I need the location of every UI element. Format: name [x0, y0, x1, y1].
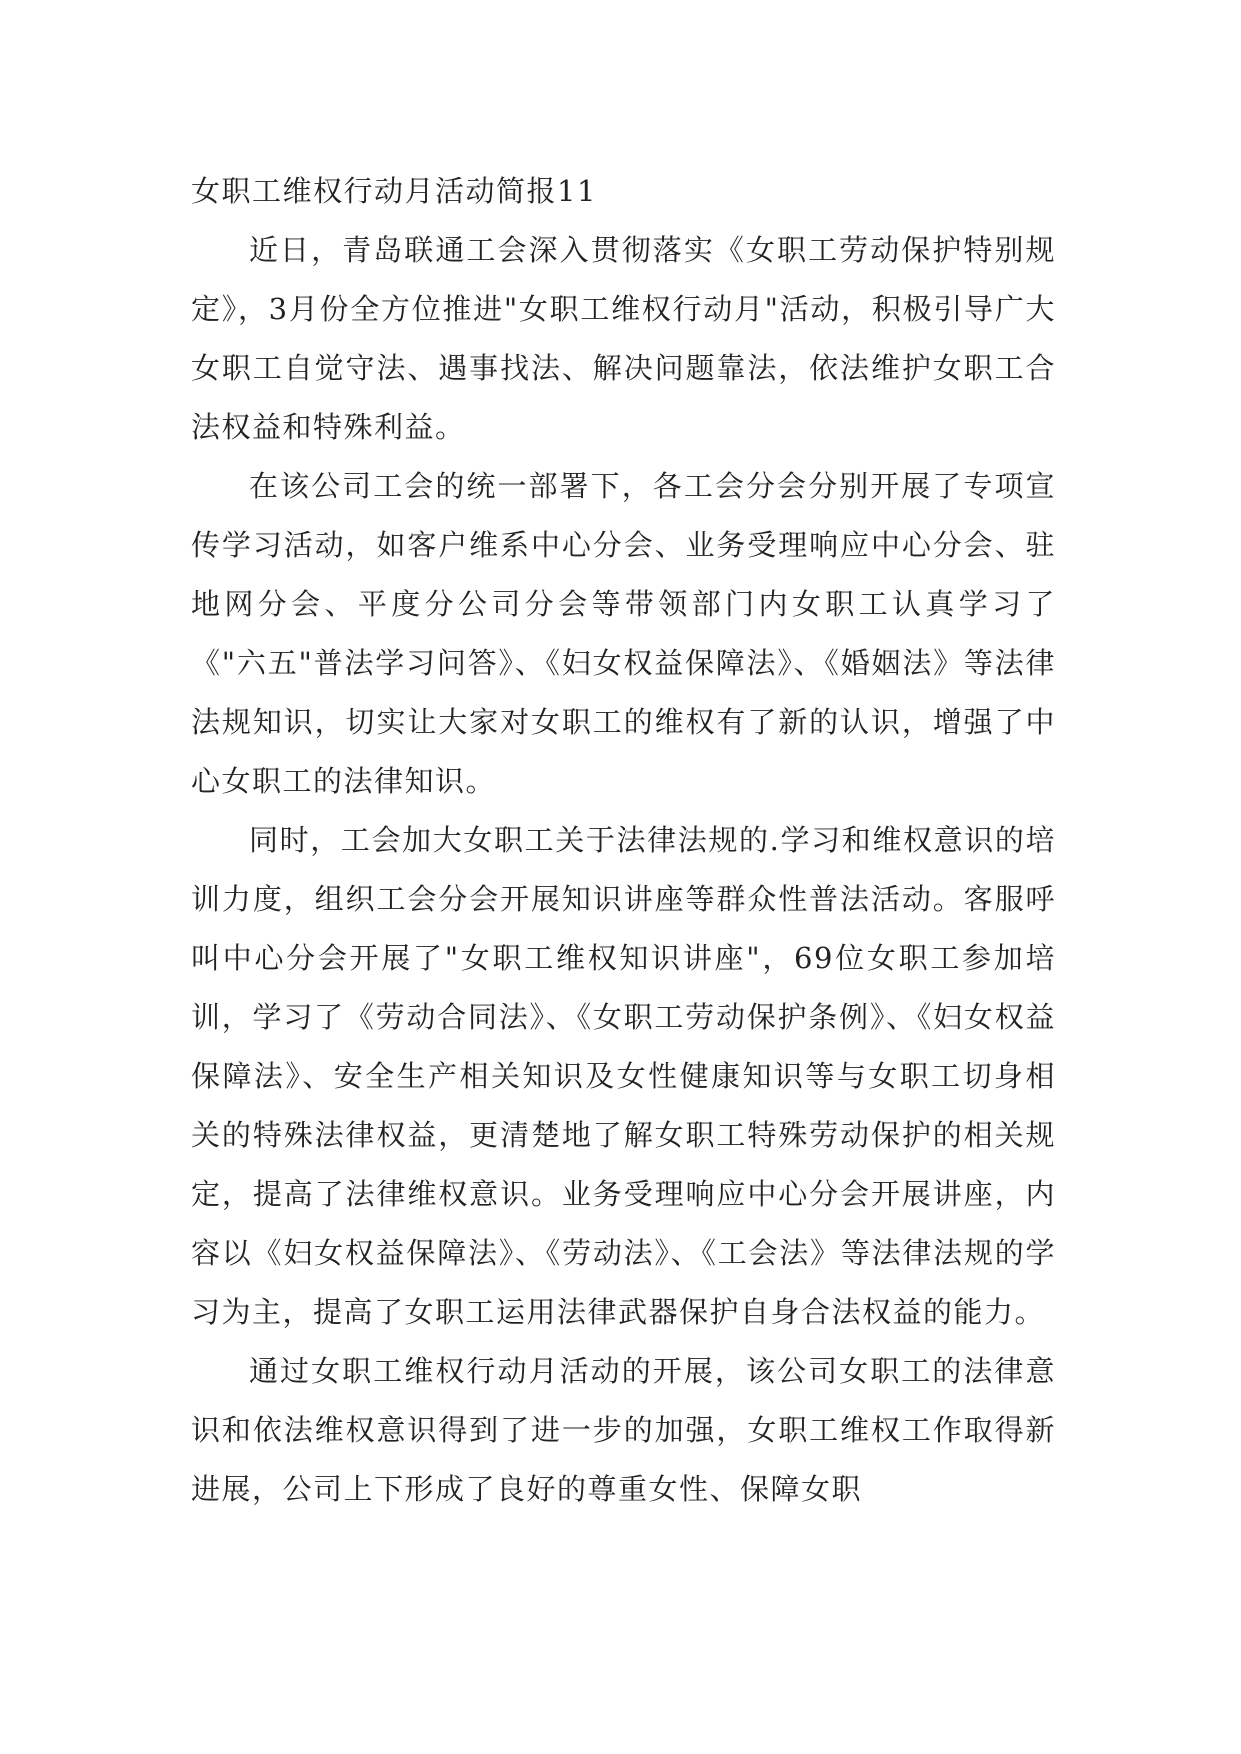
document-body: [191, 162, 1056, 1519]
paragraph-4: 通过女职工维权行动月活动的开展，该公司女职工的法律意识和依法维权意识得到了进一步的加强，女职工维权工作取得新进展，公司上下形成了良好的尊重女性、保障女职: [191, 1354, 1056, 1506]
document-title: 女职工维权行动月活动简报11: [191, 174, 597, 208]
paragraph-2: 在该公司工会的统一部署下，各工会分会分别开展了专项宣传学习活动，如客户维系中心分会、业务受理响应中心分会、驻地网分会、平度分公司分会等带领部门内女职工认真学习了《"六五"普法学习问答》、《妇女权益保障法》、《婚姻法》等法律法规知识，切实让大家对女职工的维权有了新的认识，增强了中心女职工的法律知识。: [191, 469, 1056, 798]
paragraph-3: 同时，工会加大女职工关于法律法规的.学习和维权意识的培训力度，组织工会分会开展知识讲座等群众性普法活动。客服呼叫中心分会开展了"女职工维权知识讲座"，69位女职工参加培训，学习了《劳动合同法》、《女职工劳动保护条例》、《妇女权益保障法》、安全生产相关知识及女性健康知识等与女职工切身相关的特殊法律权益，更清楚地了解女职工特殊劳动保护的相关规定，提高了法律维权意识。业务受理响应中心分会开展讲座，内容以《妇女权益保障法》、《劳动法》、《工会法》等法律法规的学习为主，提高了女职工运用法律武器保护自身合法权益的能力。: [191, 823, 1056, 1329]
paragraph-1: 近日，青岛联通工会深入贯彻落实《女职工劳动保护特别规定》，3月份全方位推进"女职工维权行动月"活动，积极引导广大女职工自觉守法、遇事找法、解决问题靠法，依法维护女职工合法权益和特殊利益。: [191, 233, 1056, 444]
